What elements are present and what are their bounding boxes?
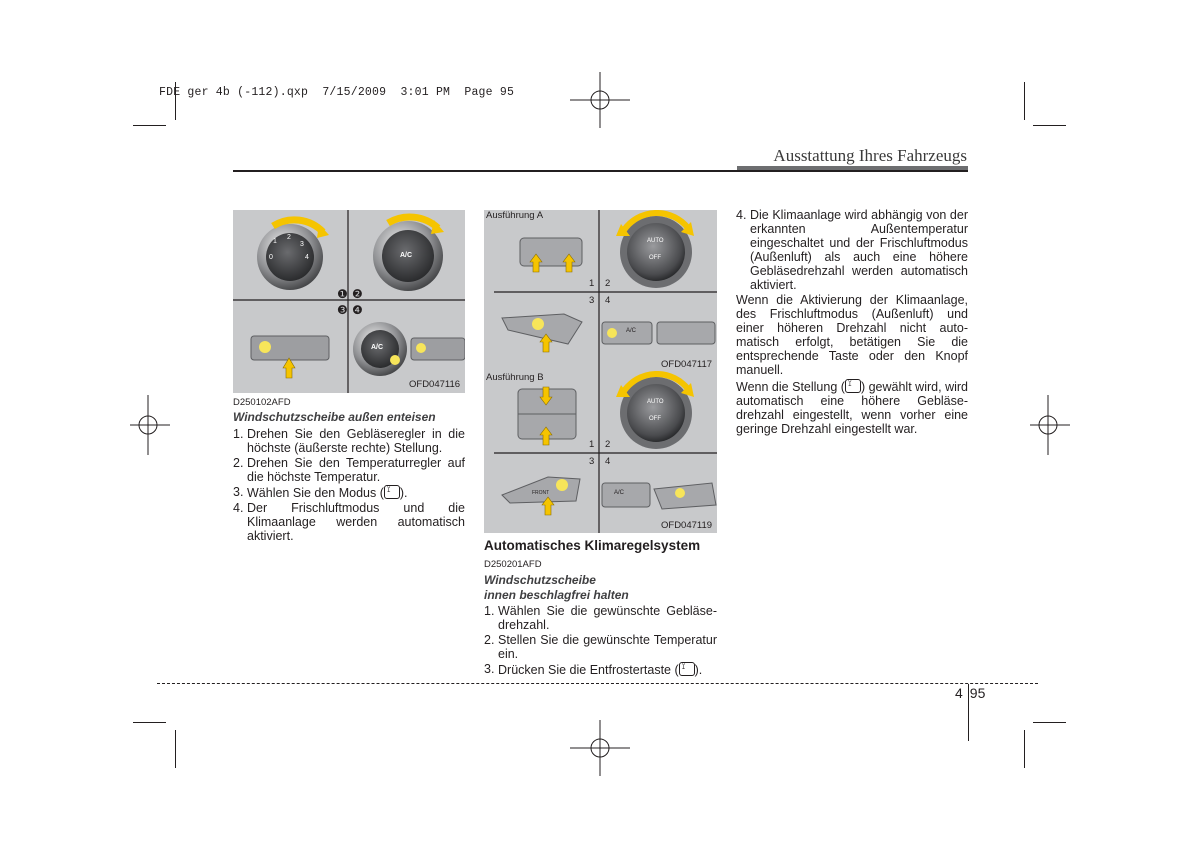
marker-4: ❹ [352,303,363,317]
list-item: 3. Drücken Sie die Entfrostertaste (⟟ ). [484,662,717,677]
knob-scale-3: 3 [300,241,304,248]
section-subhead: Windschutzscheibe außen enteisen [233,410,436,424]
figure-defrost-manual [233,210,465,393]
figure-version-a [484,210,717,371]
list-item: 1. Drehen Sie den Gebläseregler in die höchste (äußerste rechte) Stellung. [233,427,465,455]
registration-mark-top [570,72,630,128]
registration-mark-left [130,395,170,455]
quadrant-number: 4 [605,295,611,306]
defrost-icon [679,662,695,676]
crop-mark [133,125,166,126]
defrost-icon [845,379,861,393]
quadrant-number: 2 [605,278,611,289]
quadrant-number: 1 [589,439,595,450]
list-item: 2. Drehen Sie den Temperaturregler auf die höchste Temperatur. [233,456,465,484]
section-code: D250201AFD [484,559,542,570]
ac-label: A/C [614,490,625,496]
crop-mark [1033,722,1066,723]
off-label: OFF [649,416,661,422]
list-item: 2. Stellen Sie die gewünschte Temperatur ein. [484,633,717,661]
paragraph: Wenn die Stellung (⟟ ) gewählt wird, wird automatisch eine höhere Gebläse-drehzahl eingestellt, wenn vorher eine geringe Drehzahl eingestellt war. [736,379,968,436]
figure-caption: OFD047116 [409,379,461,390]
ac-label: A/C [400,252,413,259]
list-item: 3. Wählen Sie den Modus (⟟ ). [233,485,465,500]
quadrant-number: 4 [605,456,611,467]
crop-mark [1024,82,1025,120]
figure-caption: OFD047119 [661,520,713,531]
auto-label: AUTO [647,238,664,244]
registration-mark-bottom [570,720,630,776]
list-item: 4. Die Klimaanlage wird abhängig von der erkannten Außentemperatur eingeschaltet und der Frischluftmodus (Außenluft) als auch eine höhere Gebläsedrehzahl werden automatisch aktiviert. [736,208,968,292]
page-number: 4 95 [955,685,986,701]
front-label: FRONT [532,490,550,496]
quadrant-number: 2 [605,439,611,450]
crop-mark [175,730,176,768]
figure-title: Ausführung A [486,210,544,221]
crop-mark [1033,125,1066,126]
section-code: D250102AFD [233,397,291,408]
marker-3: ❸ [337,303,348,317]
ac-label: A/C [626,328,637,334]
crop-mark [133,722,166,723]
section-title: Automatisches Klimaregelsystem [484,538,701,553]
section-subhead: Windschutzscheibe [484,573,596,587]
knob-scale-1: 1 [273,238,277,245]
footer-rule [157,683,1038,684]
marker-1: ❶ [337,287,348,301]
figure-caption: OFD047117 [661,359,713,370]
list-item: 1. Wählen Sie die gewünschte Gebläse-drehzahl. [484,604,717,632]
registration-mark-right [1030,395,1070,455]
list-item: 4. Der Frischluftmodus und die Klimaanlage werden automatisch aktiviert. [233,501,465,543]
ac-label: A/C [371,344,384,351]
marker-2: ❷ [352,287,363,301]
knob-scale-2: 2 [287,234,291,241]
figure-version-b [484,371,717,533]
figure-title: Ausführung B [486,372,544,383]
defrost-icon [384,485,400,499]
crop-mark [1024,730,1025,768]
quadrant-number: 3 [589,456,595,467]
knob-scale-4: 4 [305,254,309,261]
running-title: Ausstattung Ihres Fahrzeugs [773,146,967,165]
steps-list [736,208,968,293]
knob-scale-0: 0 [269,254,273,261]
section-subhead: innen beschlagfrei halten [484,588,629,602]
quadrant-number: 3 [589,295,595,306]
paragraph: Wenn die Aktivierung der Klimaanlage, des Frischluftmodus (Außenluft) und einer höheren Drehzahl nicht auto-matisch erfolgt, betätigen Sie die entsprechende Taste oder den Knopf manuell. [736,293,968,377]
header-rule [233,170,968,172]
auto-label: AUTO [647,399,664,405]
off-label: OFF [649,255,661,261]
steps-list [484,604,717,678]
quadrant-number: 1 [589,278,595,289]
print-slug: FDE ger 4b (-112).qxp 7/15/2009 3:01 PM Page 95 [159,86,515,99]
steps-list [233,427,465,544]
